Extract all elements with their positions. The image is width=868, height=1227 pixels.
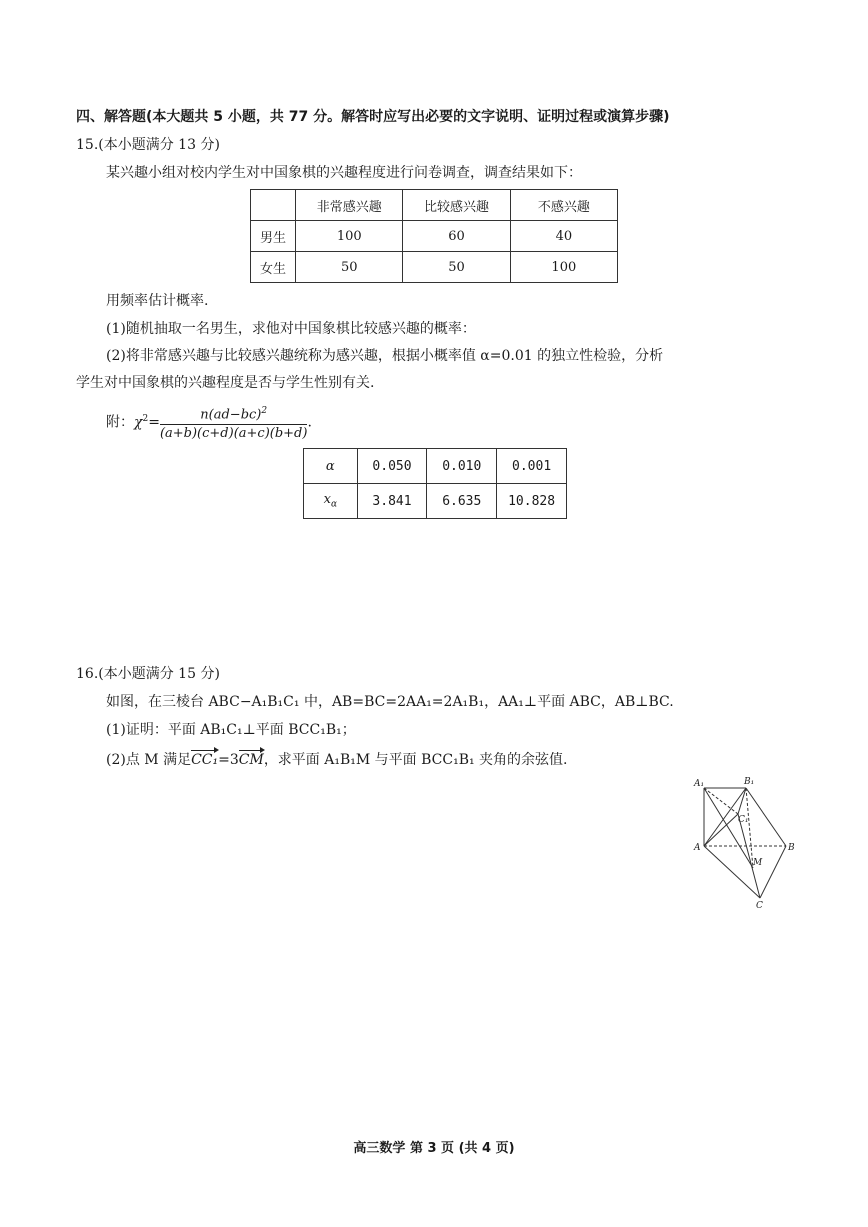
q16-part2-prefix: (2)点 M 满足 — [106, 752, 192, 768]
formula-denominator: (a+b)(c+d)(a+c)(b+d) — [159, 426, 308, 442]
table-cell: 100 — [510, 252, 617, 283]
table-cell: 3.841 — [357, 484, 427, 519]
frustum-figure — [680, 770, 810, 910]
table-row — [304, 484, 567, 519]
appendix-label: 附： — [106, 414, 134, 431]
page-footer: 高三数学 第 3 页 (共 4 页) — [353, 1141, 515, 1156]
table-row — [304, 449, 567, 484]
label-b1: B₁ — [744, 777, 755, 787]
vector-cm: CM — [238, 752, 264, 768]
table-header: 非常感兴趣 — [296, 190, 403, 221]
section-heading: 四、解答题(本大题共 5 小题，共 77 分。解答时应写出必要的文字说明、证明过程或演算步骤) — [76, 109, 670, 125]
label-m: M — [753, 858, 763, 868]
table-cell: 男生 — [251, 221, 296, 252]
x-alpha-sub: α — [330, 499, 338, 510]
table-cell: 0.010 — [427, 449, 497, 484]
edge-bc — [760, 846, 786, 898]
table-cell: 100 — [296, 221, 403, 252]
table-cell: α — [304, 449, 358, 484]
table-header: 比较感兴趣 — [403, 190, 510, 221]
table-cell: 女生 — [251, 252, 296, 283]
table-cell: 60 — [403, 221, 510, 252]
survey-table-header-row — [251, 190, 618, 221]
edge-bb1 — [746, 788, 786, 846]
label-c: C — [756, 901, 763, 910]
q16-part1: (1)证明：平面 AB₁C₁⊥平面 BCC₁B₁； — [106, 722, 356, 738]
q15-part2-line2: 学生对中国象棋的兴趣程度是否与学生性别有关. — [76, 375, 375, 391]
table-cell: 6.635 — [427, 484, 497, 519]
formula-numerator: n(ad−bc) — [200, 407, 262, 423]
chi-square-formula: 附：$\chi^2=$ $\frac{n(ad-bc)^2}{(a+b)(c+d)(a+c)(b+d)}$ . — [106, 403, 312, 442]
table-row — [251, 252, 618, 283]
chi-sup: 2 — [142, 414, 149, 425]
q15-part1: (1)随机抽取一名男生，求他对中国象棋比较感兴趣的概率： — [106, 321, 476, 337]
table-cell: 0.050 — [357, 449, 427, 484]
vector-cc1: CC₁ — [191, 752, 219, 768]
table-cell — [304, 484, 358, 519]
q15-intro: 某兴趣小组对校内学生对中国象棋的兴趣程度进行问卷调查，调查结果如下： — [106, 165, 582, 181]
formula-end: . — [307, 414, 312, 431]
table-cell: 50 — [296, 252, 403, 283]
table-cell: 0.001 — [497, 449, 567, 484]
segment-a1m — [704, 788, 753, 868]
survey-table — [250, 189, 618, 283]
chi-symbol: χ — [134, 414, 143, 431]
q16-part2 — [106, 750, 568, 770]
x-alpha-label: x — [323, 492, 331, 508]
label-a: A — [694, 843, 701, 853]
q16-line1: 如图，在三棱台 ABC−A₁B₁C₁ 中，AB=BC=2AA₁=2A₁B₁，AA₁⊥平面 ABC，AB⊥BC. — [106, 694, 674, 710]
formula-fraction — [160, 403, 308, 442]
q15-note: 用频率估计概率. — [106, 293, 209, 309]
label-a1: A₁ — [694, 779, 705, 789]
table-cell: 40 — [510, 221, 617, 252]
table-header: 不感兴趣 — [510, 190, 617, 221]
critical-value-table — [303, 448, 567, 519]
q16-part2-suffix: ，求平面 A₁B₁M 与平面 BCC₁B₁ 夹角的余弦值. — [263, 752, 568, 768]
q16-number: 16.(本小题满分 15 分) — [76, 666, 220, 682]
segment-ac1 — [704, 814, 738, 846]
label-b: B — [788, 843, 795, 853]
q16-part2-eq: =3 — [218, 752, 239, 768]
edge-b1c1 — [738, 788, 746, 814]
edge-cc1 — [738, 814, 760, 898]
label-c1: C₁ — [738, 815, 749, 825]
table-cell: 50 — [403, 252, 510, 283]
table-cell — [251, 190, 296, 221]
table-row — [251, 221, 618, 252]
q15-number: 15.(本小题满分 13 分) — [76, 137, 220, 153]
q15-part2-line1: (2)将非常感兴趣与比较感兴趣统称为感兴趣，根据小概率值 α=0.01 的独立性检验，分析 — [106, 348, 664, 364]
edge-a1c1 — [704, 788, 738, 814]
table-cell: 10.828 — [497, 484, 567, 519]
formula-num-sup: 2 — [261, 406, 268, 416]
